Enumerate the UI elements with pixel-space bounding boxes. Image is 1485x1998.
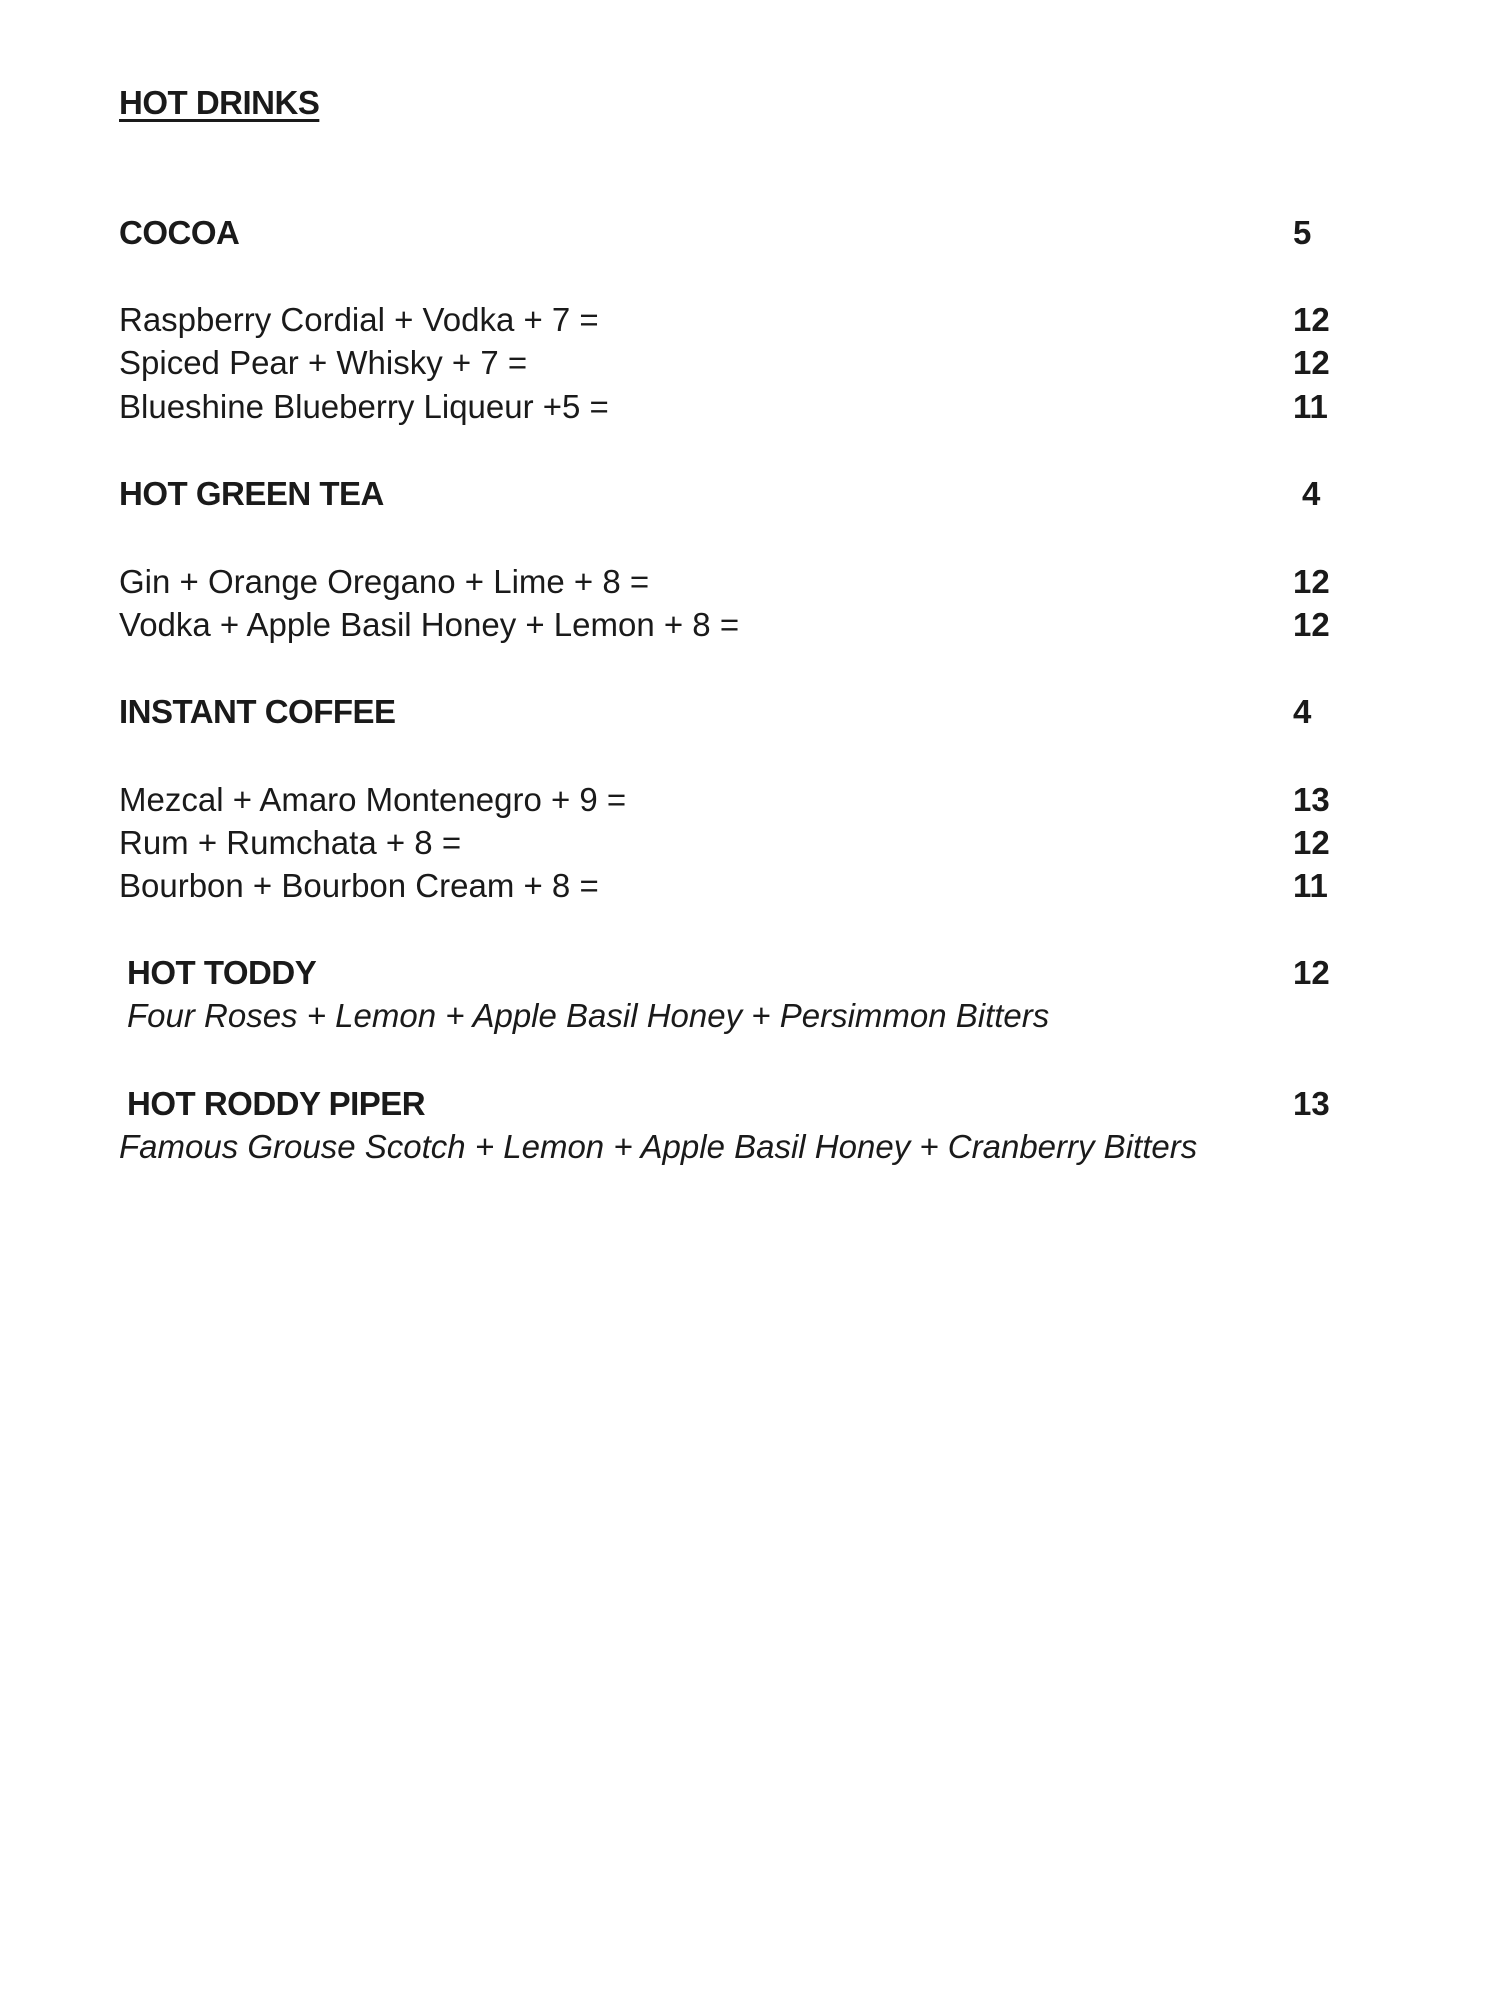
menu-item-label: Gin + Orange Oregano + Lime + 8 =: [119, 563, 650, 600]
menu-item-price: 12: [1293, 606, 1330, 643]
section-heading-instant-coffee: INSTANT COFFEE: [119, 693, 396, 730]
special-price-hot-roddy-piper: 13: [1293, 1085, 1330, 1122]
menu-item-label: Rum + Rumchata + 8 =: [119, 824, 462, 861]
special-description-hot-roddy-piper: Famous Grouse Scotch + Lemon + Apple Basil Honey + Cranberry Bitters: [119, 1128, 1198, 1165]
special-description-hot-toddy: Four Roses + Lemon + Apple Basil Honey + Persimmon Bitters: [127, 997, 1050, 1034]
special-price-hot-toddy: 12: [1293, 954, 1330, 991]
menu-item-price: 11: [1293, 388, 1328, 425]
menu-item-price: 11: [1293, 867, 1328, 904]
section-price-hot-green-tea: 4: [1302, 475, 1321, 512]
menu-item-label: Spiced Pear + Whisky + 7 =: [119, 344, 528, 381]
section-price-cocoa: 5: [1293, 214, 1312, 251]
section-heading-hot-green-tea: HOT GREEN TEA: [119, 475, 384, 512]
special-heading-hot-toddy: HOT TODDY: [127, 954, 317, 991]
menu-item-label: Mezcal + Amaro Montenegro + 9 =: [119, 781, 627, 818]
menu-item-price: 12: [1293, 301, 1330, 338]
special-heading-hot-roddy-piper: HOT RODDY PIPER: [127, 1085, 426, 1122]
menu-item-price: 12: [1293, 824, 1330, 861]
menu-item-label: Vodka + Apple Basil Honey + Lemon + 8 =: [119, 606, 740, 643]
menu-item-price: 12: [1293, 563, 1330, 600]
menu-item-label: Blueshine Blueberry Liqueur +5 =: [119, 388, 609, 425]
menu-title: HOT DRINKS: [119, 84, 320, 121]
section-heading-cocoa: COCOA: [119, 214, 240, 251]
menu-item-price: 12: [1293, 344, 1330, 381]
menu-item-label: Bourbon + Bourbon Cream + 8 =: [119, 867, 599, 904]
menu-item-label: Raspberry Cordial + Vodka + 7 =: [119, 301, 599, 338]
menu-item-price: 13: [1293, 781, 1330, 818]
section-price-instant-coffee: 4: [1293, 693, 1312, 730]
